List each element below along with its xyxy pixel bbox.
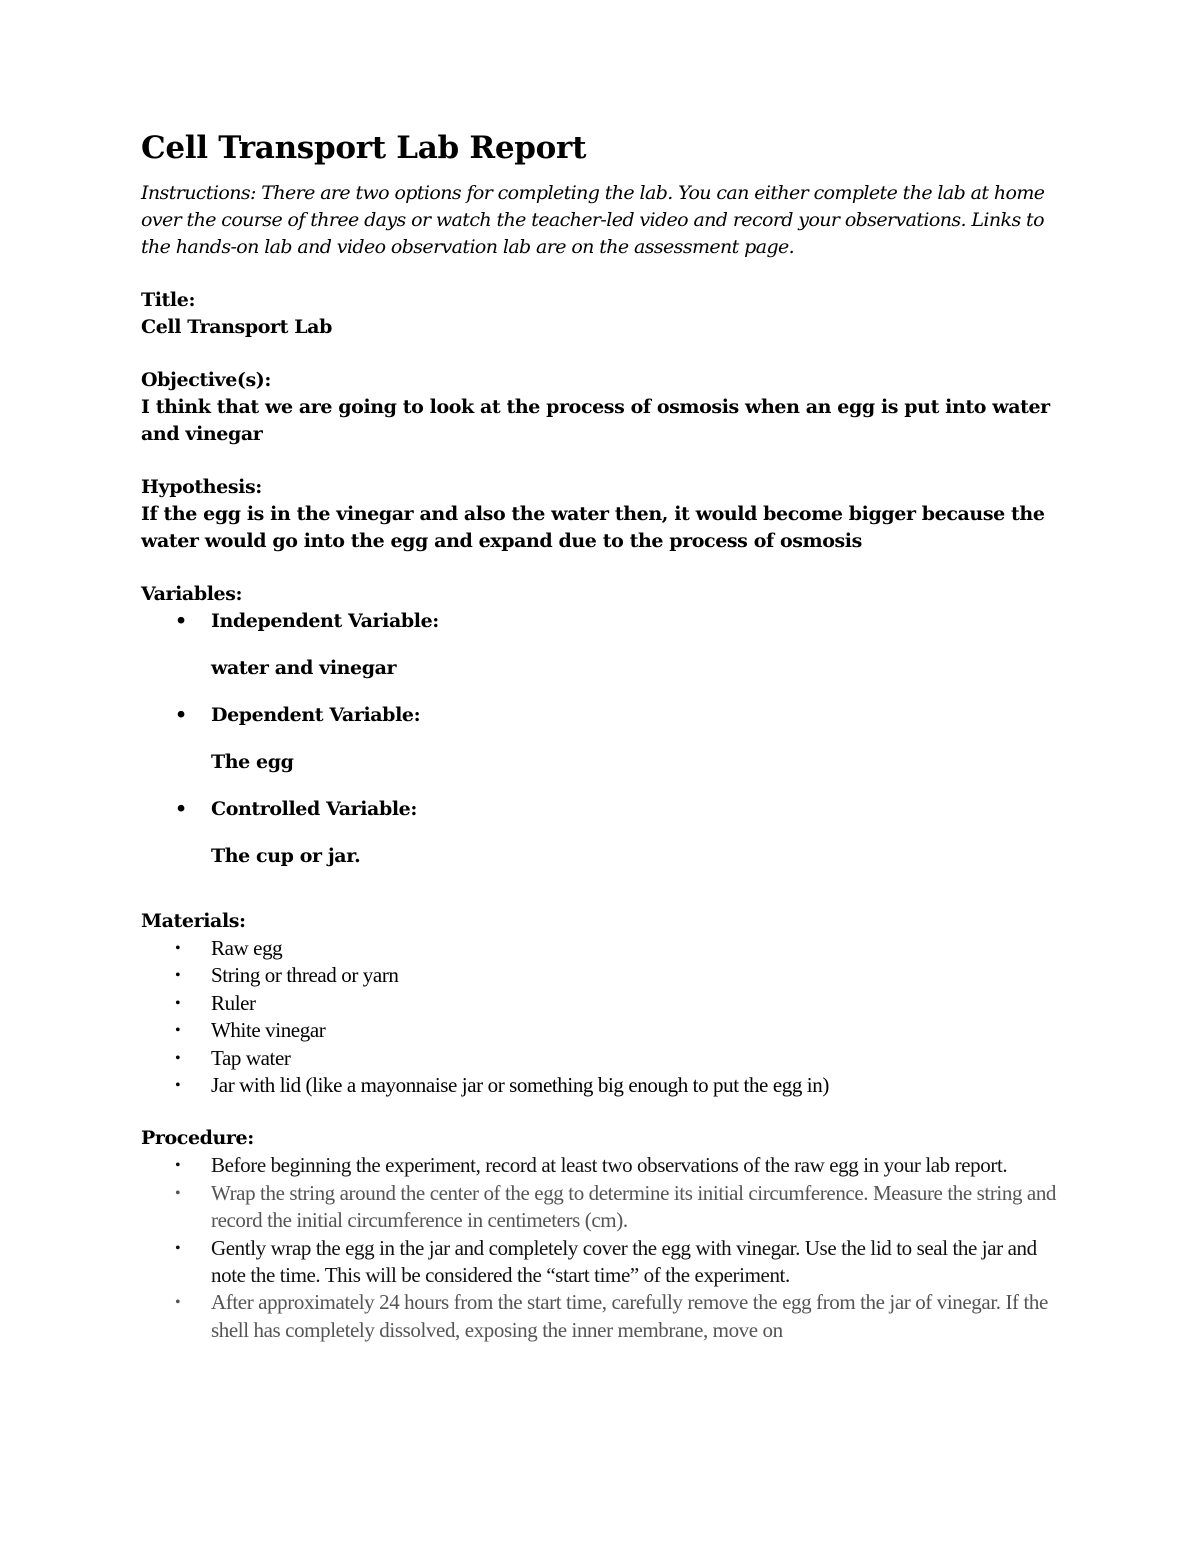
hypothesis-value: If the egg is in the vinegar and also the water then, it would become bigger because the water would go into the egg and expand due to the process of osmosis [141,503,1045,552]
list-item [141,935,1071,962]
list-item [141,702,1071,776]
list-item [141,1235,1071,1290]
material-text: White vinegar [211,1018,326,1043]
list-item [141,990,1071,1017]
material-text: Raw egg [211,936,283,960]
objective-label: Objective(s): [141,369,271,391]
bullet-icon: • [175,1077,181,1095]
bullet-icon: • [175,610,187,632]
material-text: Ruler [211,990,256,1015]
list-item [141,608,1071,682]
procedure-label: Procedure: [141,1127,254,1150]
bullet-icon: • [175,1022,181,1040]
bullet-icon: • [175,1294,181,1312]
bullet-icon: • [175,967,181,985]
procedure-step-text: After approximately 24 hours from the start time, carefully remove the egg from the jar of vinegar. If the shell has completely dissolved, exposing the inner membrane, move on [211,1290,1048,1342]
list-item [141,1045,1071,1072]
material-text: Tap water [211,1045,291,1070]
variable-value: water and vinegar [211,657,397,679]
procedure-step-text: Gently wrap the egg in the jar and completely cover the egg with vinegar. Use the lid to seal the jar and note the time. This will be considered the “start time” of the experiment. [211,1235,1037,1288]
procedure-section [141,1125,1071,1344]
variable-name: Dependent Variable: [211,704,421,726]
list-item [141,1289,1071,1344]
objective-value: I think that we are going to look at the process of osmosis when an egg is put into water and vinegar [141,396,1050,445]
title-label: Title: [141,289,196,311]
bullet-icon: • [175,798,187,820]
materials-label: Materials: [141,910,246,932]
variable-value: The cup or jar. [211,845,361,867]
bullet-icon: • [175,1239,181,1257]
list-item [141,1072,1071,1099]
bullet-icon: • [175,940,181,957]
procedure-list [141,1152,1071,1344]
procedure-step-text: Wrap the string around the center of the egg to determine its initial circumference. Measure the string and record the initial circumference in centimeters (cm). [211,1180,1057,1233]
bullet-icon: • [175,1049,181,1067]
list-item [141,796,1071,870]
variable-name: Independent Variable: [211,610,439,632]
list-item [141,1017,1071,1044]
variable-name: Controlled Variable: [211,798,417,820]
list-item [141,1152,1071,1179]
title-section [141,287,1071,341]
variables-section [141,581,1071,870]
materials-section [141,908,1071,1099]
instructions-paragraph: Instructions: There are two options for completing the lab. You can either complete the lab at home over the course of three days or watch the teacher-led video and record your observations. Links to the hands-on lab and video observation lab are on the assessment page. [141,182,1045,258]
material-text: Jar with lid (like a mayonnaise jar or something big enough to put the egg in) [211,1073,829,1098]
document-page [141,128,1071,1370]
procedure-step-text: Before beginning the experiment, record at least two observations of the raw egg in your lab report. [211,1153,1008,1178]
variables-label: Variables: [141,583,243,605]
bullet-icon: • [175,1157,181,1175]
list-item [141,962,1071,989]
bullet-icon: • [175,994,181,1012]
variable-value: The egg [211,751,294,773]
document-title: Cell Transport Lab Report [141,130,587,166]
material-text: String or thread or yarn [211,963,399,988]
variables-list [141,608,1071,870]
bullet-icon: • [175,1184,181,1202]
list-item [141,1180,1071,1235]
hypothesis-label: Hypothesis: [141,476,262,498]
title-value: Cell Transport Lab [141,316,332,338]
bullet-icon: • [175,704,187,726]
objective-section [141,367,1071,448]
materials-list [141,935,1071,1099]
hypothesis-section [141,474,1071,555]
